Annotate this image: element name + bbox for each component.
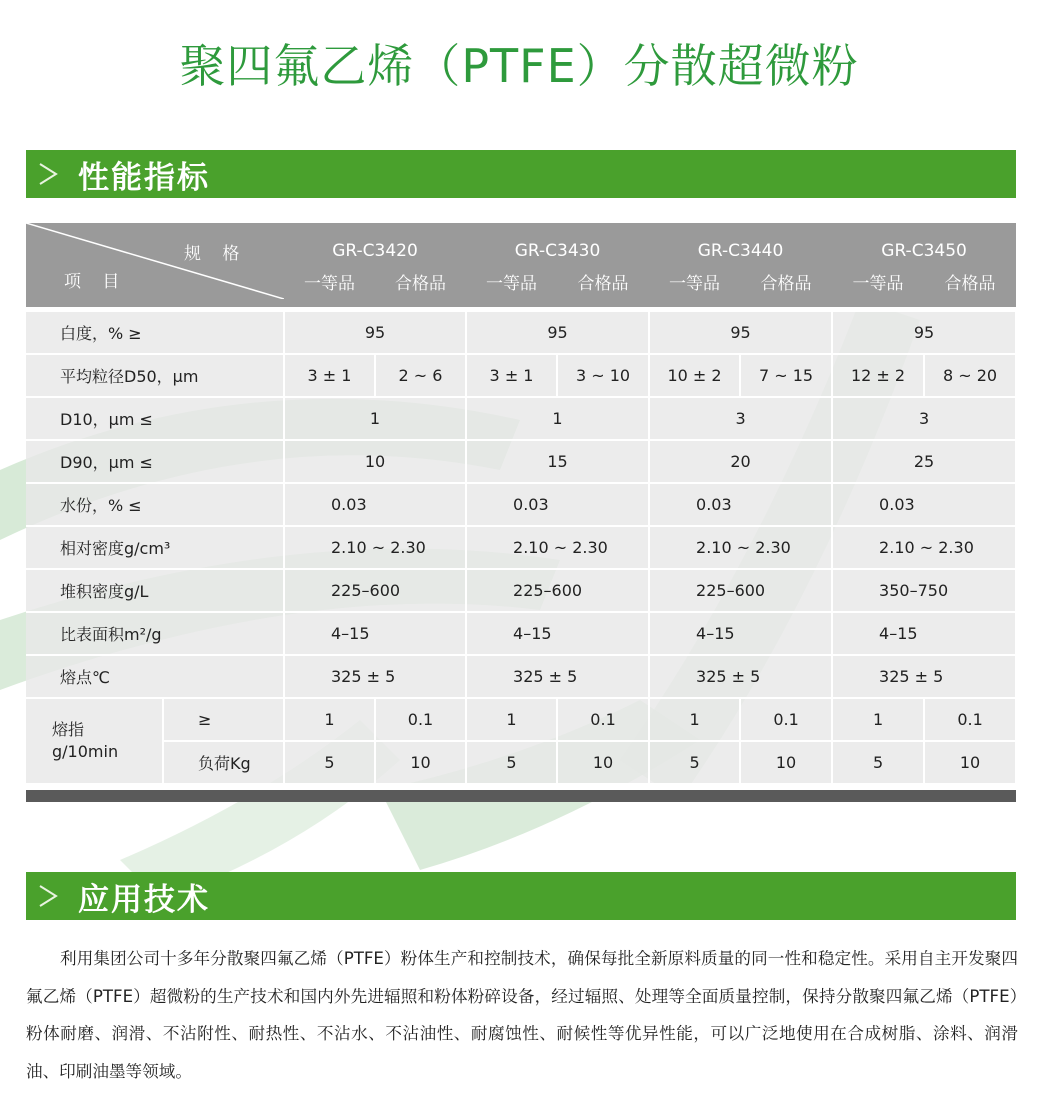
table-cell: 20 <box>649 440 832 483</box>
row-label: D10，μm ≤ <box>26 397 284 440</box>
table-cell: 0.1 <box>740 698 832 741</box>
table-cell: 95 <box>466 312 649 354</box>
table-cell: 10 ± 2 <box>649 354 740 397</box>
table-row-surface-area <box>26 612 1016 655</box>
table-cell: 0.03 <box>284 483 466 526</box>
grade-first: 一等品 <box>649 265 740 307</box>
table-row-d10 <box>26 397 1016 440</box>
table-cell: 8 ~ 20 <box>924 354 1016 397</box>
table-cell: 95 <box>284 312 466 354</box>
table-cell: 325 ± 5 <box>466 655 649 698</box>
corner-spec-label: 规 格 <box>184 244 248 264</box>
table-row-melt-index-ge <box>26 698 1016 741</box>
table-cell: 0.03 <box>466 483 649 526</box>
table-cell: 3 ± 1 <box>284 354 375 397</box>
section-header-performance <box>26 150 1016 198</box>
product-header: GR-C3430 <box>466 223 649 265</box>
row-label: 白度，% ≥ <box>26 312 284 354</box>
grade-qualified: 合格品 <box>557 265 649 307</box>
table-cell: 225–600 <box>466 569 649 612</box>
table-cell: 7 ~ 15 <box>740 354 832 397</box>
table-cell: 350–750 <box>832 569 1016 612</box>
table-row-melting-point <box>26 655 1016 698</box>
table-row-whiteness <box>26 312 1016 354</box>
table-row-melt-index-load <box>26 741 1016 784</box>
melt-index-label <box>26 698 163 784</box>
table-cell: 0.03 <box>649 483 832 526</box>
row-label: 水份，% ≤ <box>26 483 284 526</box>
section-title: 应用技术 <box>78 881 210 918</box>
table-cell: 3 ~ 10 <box>557 354 649 397</box>
table-row-moisture <box>26 483 1016 526</box>
table-cell: 25 <box>832 440 1016 483</box>
table-cell: 3 <box>649 397 832 440</box>
melt-index-label-line1: 熔指 <box>52 720 85 739</box>
table-cell: 325 ± 5 <box>649 655 832 698</box>
row-label: 比表面积m²/g <box>26 612 284 655</box>
table-cell: 10 <box>924 741 1016 784</box>
table-cell: 2.10 ~ 2.30 <box>284 526 466 569</box>
table-cell: 2.10 ~ 2.30 <box>649 526 832 569</box>
table-cell: 10 <box>284 440 466 483</box>
table-cell: 5 <box>832 741 924 784</box>
table-cell: 10 <box>557 741 649 784</box>
corner-item-label: 项 目 <box>64 272 128 292</box>
table-cell: 4–15 <box>284 612 466 655</box>
table-cell: 325 ± 5 <box>284 655 466 698</box>
row-label: 熔点℃ <box>26 655 284 698</box>
table-corner-header <box>26 223 284 307</box>
product-header: GR-C3440 <box>649 223 832 265</box>
section-title: 性能指标 <box>78 159 210 196</box>
page-title: 聚四氟乙烯（PTFE）分散超微粉 <box>179 39 859 93</box>
table-footer-bar <box>26 790 1016 802</box>
table-cell: 3 ± 1 <box>466 354 557 397</box>
table-cell: 1 <box>466 698 557 741</box>
table-cell: 0.03 <box>832 483 1016 526</box>
table-cell: 2 ~ 6 <box>375 354 466 397</box>
table-cell: 5 <box>284 741 375 784</box>
table-cell: 95 <box>649 312 832 354</box>
table-cell: 3 <box>832 397 1016 440</box>
row-label: D90，μm ≤ <box>26 440 284 483</box>
table-cell: 325 ± 5 <box>832 655 1016 698</box>
table-cell: 10 <box>375 741 466 784</box>
product-header: GR-C3450 <box>832 223 1016 265</box>
grade-qualified: 合格品 <box>924 265 1016 307</box>
table-cell: 2.10 ~ 2.30 <box>832 526 1016 569</box>
table-cell: 1 <box>466 397 649 440</box>
table-cell: 95 <box>832 312 1016 354</box>
table-cell: 4–15 <box>832 612 1016 655</box>
spec-table <box>26 223 1017 802</box>
table-row-relative-density <box>26 526 1016 569</box>
grade-qualified: 合格品 <box>740 265 832 307</box>
table-cell: 12 ± 2 <box>832 354 924 397</box>
grade-qualified: 合格品 <box>375 265 466 307</box>
product-header: GR-C3420 <box>284 223 466 265</box>
table-cell: 5 <box>466 741 557 784</box>
table-cell: 5 <box>649 741 740 784</box>
table-cell: 10 <box>740 741 832 784</box>
table-row-d50 <box>26 354 1016 397</box>
grade-first: 一等品 <box>466 265 557 307</box>
grade-first: 一等品 <box>832 265 924 307</box>
table-cell: 1 <box>832 698 924 741</box>
melt-index-sub-load: 负荷Kg <box>163 741 284 784</box>
table-cell: 2.10 ~ 2.30 <box>466 526 649 569</box>
section-header-application <box>26 872 1016 920</box>
table-cell: 1 <box>649 698 740 741</box>
table-cell: 225–600 <box>649 569 832 612</box>
table-cell: 225–600 <box>284 569 466 612</box>
melt-index-sub-ge: ≥ <box>163 698 284 741</box>
table-cell: 4–15 <box>649 612 832 655</box>
row-label: 平均粒径D50，μm <box>26 354 284 397</box>
table-cell: 1 <box>284 698 375 741</box>
melt-index-label-line2: g/10min <box>52 742 119 761</box>
table-cell: 0.1 <box>924 698 1016 741</box>
table-cell: 1 <box>284 397 466 440</box>
table-cell: 0.1 <box>375 698 466 741</box>
row-label: 堆积密度g/L <box>26 569 284 612</box>
table-cell: 4–15 <box>466 612 649 655</box>
table-cell: 0.1 <box>557 698 649 741</box>
application-paragraph: 利用集团公司十多年分散聚四氟乙烯（PTFE）粉体生产和控制技术，确保每批全新原料质量的同一性和稳定性。采用自主开发聚四氟乙烯（PTFE）超微粉的生产技术和国内外先进辐照和粉体粉碎设备，经过辐照、处理等全面质量控制，保持分散聚四氟乙烯（PTFE）粉体耐磨、润滑、不沾附性、耐热性、不沾水、不沾油性、耐腐蚀性、耐候性等优异性能，可以广泛地使用在合成树脂、涂料、润滑油、印刷油墨等领域。 <box>26 949 1018 1081</box>
grade-first: 一等品 <box>284 265 375 307</box>
chevron-right-icon <box>32 150 66 198</box>
table-cell: 15 <box>466 440 649 483</box>
chevron-right-icon <box>32 872 66 920</box>
row-label: 相对密度g/cm³ <box>26 526 284 569</box>
table-row-bulk-density <box>26 569 1016 612</box>
table-row-d90 <box>26 440 1016 483</box>
